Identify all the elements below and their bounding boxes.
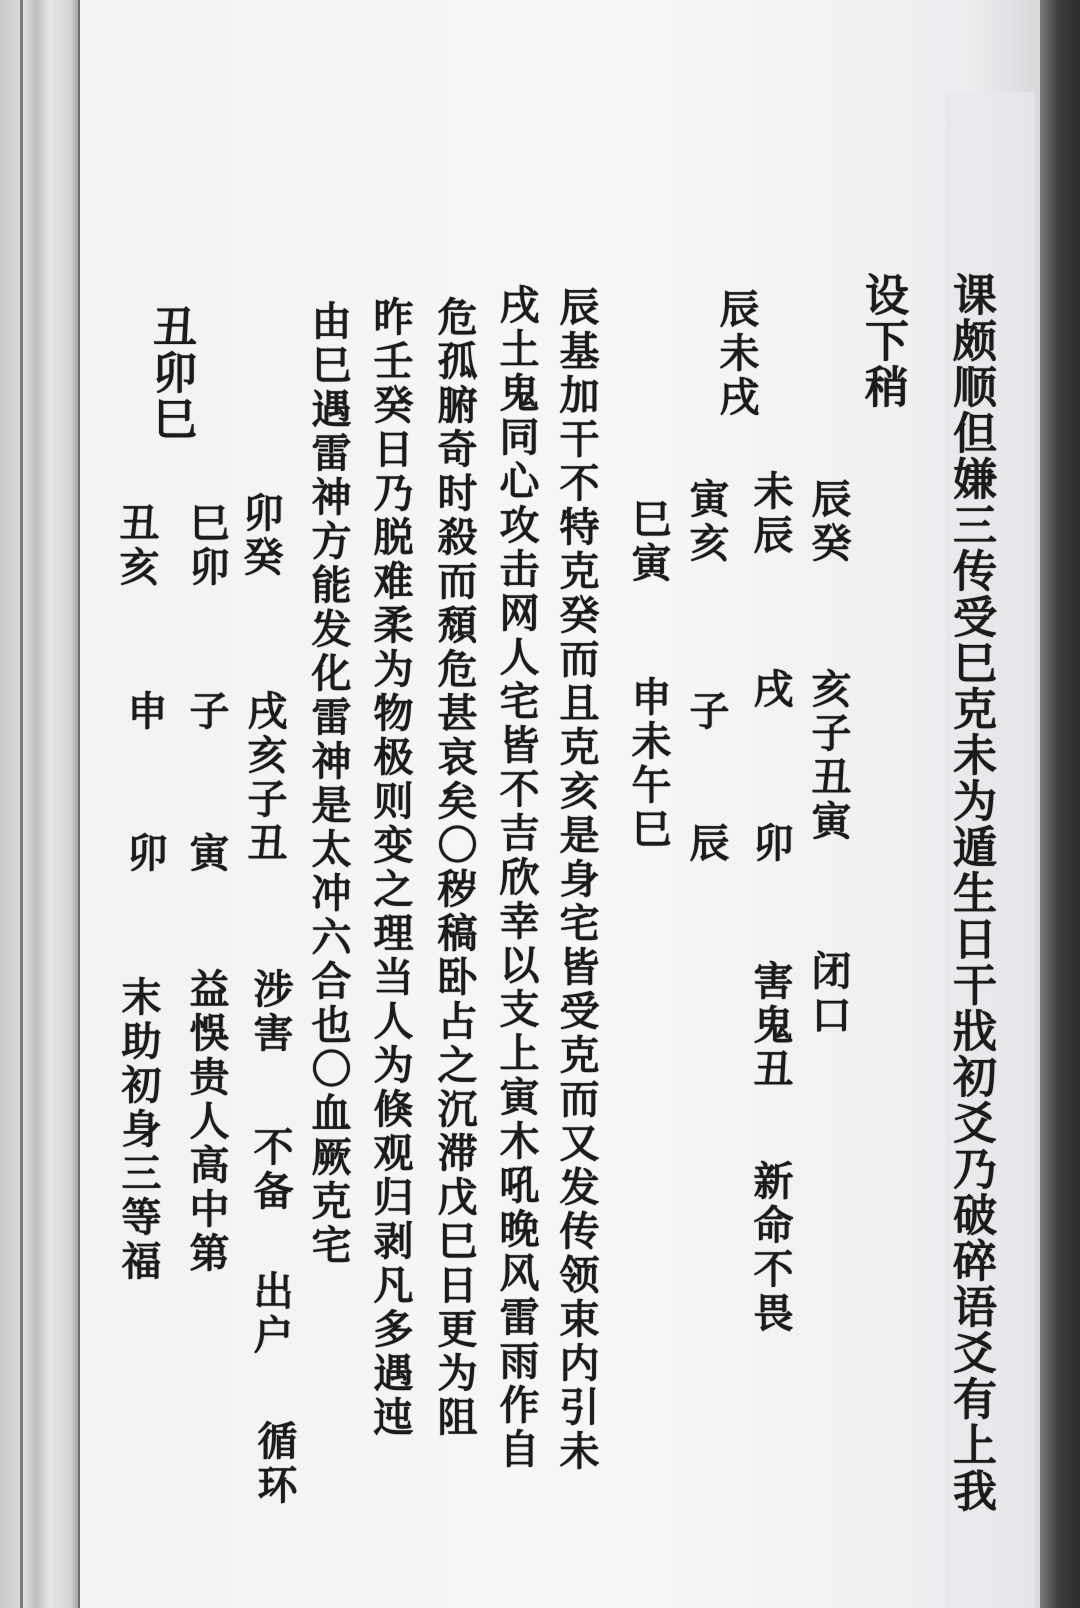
left-margin	[0, 0, 80, 1608]
text-column-12d: 不备	[247, 1126, 294, 1214]
text-column-4c: 戌	[747, 668, 794, 712]
text-column-8: 戌土鬼同心攻击网人宅皆不吉欣幸以支上寅木吼晚风雷雨作自	[493, 284, 540, 1472]
text-column-14c: 申	[121, 690, 168, 734]
text-column-3b: 亥子丑寅	[805, 668, 852, 844]
binding-fold	[20, 0, 23, 1608]
text-column-4b: 未辰	[747, 470, 794, 558]
text-column-14e: 末助初身三等福	[115, 976, 162, 1284]
text-column-14d: 卯	[121, 832, 168, 876]
right-edge-shadow	[1040, 0, 1080, 1608]
text-column-5a: 寅亥	[683, 478, 730, 566]
text-column-12b: 戌亥子丑	[241, 690, 288, 866]
text-column-2: 设下稍	[857, 272, 908, 410]
text-column-13c: 寅	[183, 832, 230, 876]
text-column-4f: 新命不畏	[747, 1160, 794, 1336]
text-column-1: 课颇顺但嫌三传受巳克未为遁生日干戕初爻乃破碎语爻有上我	[945, 272, 996, 1514]
text-column-9: 危孤腑奇时殺而頹危甚哀矣〇秽稿卧占之沉滞戊巳日更为阻	[431, 296, 478, 1440]
text-column-13b: 子	[183, 690, 230, 734]
text-column-4e: 害鬼丑	[747, 960, 794, 1092]
text-column-3c: 闭口	[805, 950, 852, 1038]
text-column-6a: 巳寅	[625, 498, 672, 586]
text-column-4a: 辰未戌	[713, 288, 760, 420]
text-column-14b: 丑亥	[113, 502, 160, 590]
text-column-5b: 子	[683, 690, 730, 734]
text-column-13a: 巳卯	[183, 502, 230, 590]
text-column-13d: 益悞贵人高中第	[183, 968, 230, 1276]
text-column-11: 由巳遇雷神方能发化雷神是太冲六合也〇血厥克宅	[305, 300, 352, 1268]
text-column-7: 辰基加干不特克癸而且克亥是身宅皆受克而又发传领束内引未	[553, 286, 600, 1474]
text-column-5c: 辰	[683, 822, 730, 866]
text-column-3a: 辰癸	[805, 478, 852, 566]
text-column-12a: 卯癸	[237, 492, 284, 580]
text-column-12c: 涉害	[247, 968, 294, 1056]
text-column-4d: 卯	[747, 822, 794, 866]
text-column-6b: 申未午巳	[625, 676, 672, 852]
text-column-12e: 出户	[247, 1270, 294, 1358]
text-column-12f: 循环	[251, 1420, 298, 1508]
text-column-14a: 丑卯巳	[145, 304, 196, 442]
text-column-10: 昨壬癸日乃脱难柔为物极则变之理当人为倏观归剥凡多遇迍	[367, 296, 414, 1440]
